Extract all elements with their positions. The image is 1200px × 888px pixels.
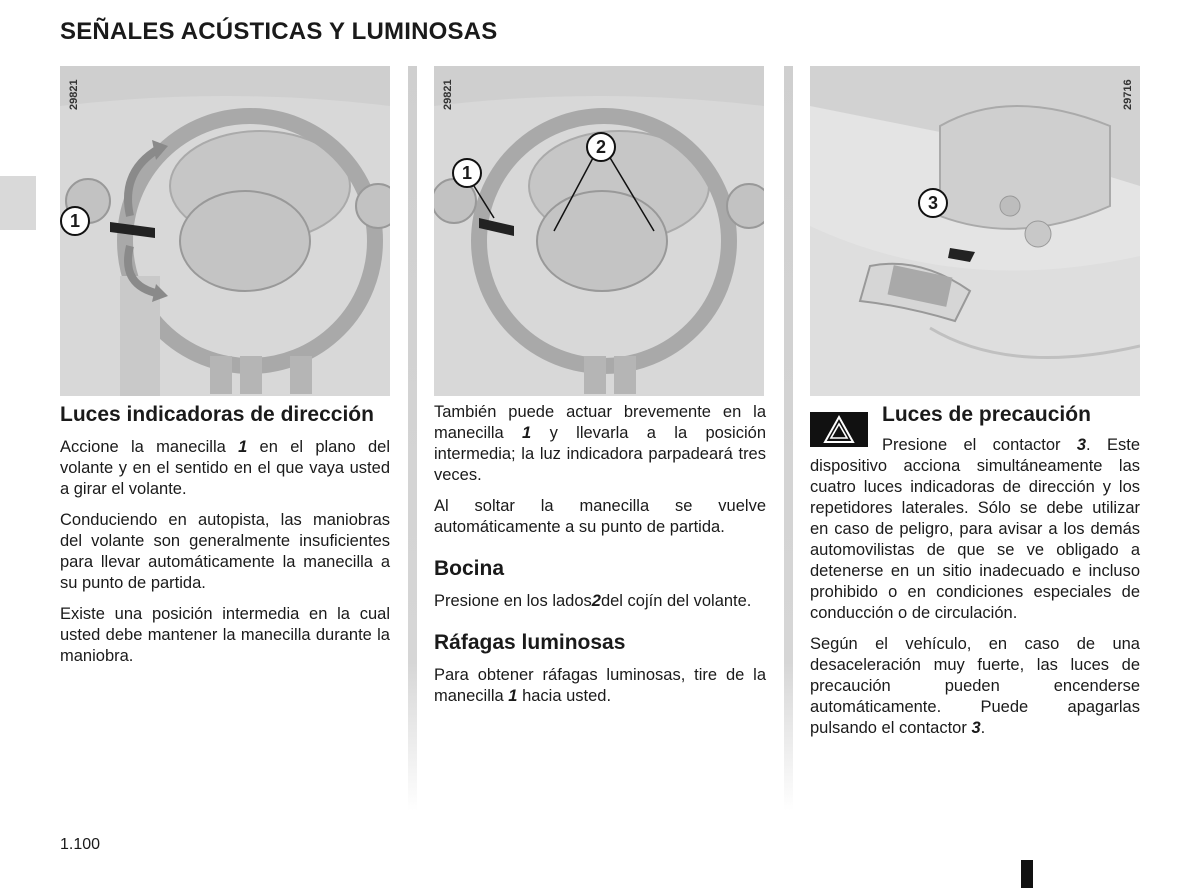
column-divider <box>784 66 793 811</box>
callout-2: 2 <box>586 132 616 162</box>
column-turn-signals <box>60 402 390 677</box>
section-heading: Luces de precaución <box>882 403 1091 426</box>
paragraph: Accione la manecilla 1 en el plano del volante y en el sentido en el que vaya usted a girar el volante. <box>60 438 390 498</box>
section-heading-horn: Bocina <box>434 557 505 580</box>
steering-wheel-illustration <box>434 66 764 396</box>
column-hazard-lights <box>810 402 1140 749</box>
column-divider <box>408 66 417 811</box>
figure-indicator-stalk <box>60 66 390 396</box>
callout-3: 3 <box>918 188 948 218</box>
figure-horn <box>434 66 764 396</box>
figure-reference: 29716 <box>1122 79 1134 110</box>
figure-hazard-switch <box>810 66 1140 396</box>
section-heading-flash: Ráfagas luminosas <box>434 631 626 654</box>
paragraph: Según el vehículo, en caso de una desaceleración muy fuerte, las luces de precaución pueden encenderse automáticamente. Puede apagarlas pulsando el contactor 3. <box>810 635 1140 737</box>
paragraph: Presione en los lados2del cojín del volante. <box>434 592 752 610</box>
paragraph: También puede actuar brevemente en la manecilla 1 y llevarla a la posición intermedia; la luz indicadora parpadeará tres veces. <box>434 403 766 484</box>
steering-wheel-illustration <box>60 66 390 396</box>
column-horn-flash <box>434 402 766 717</box>
paragraph: Existe una posición intermedia en la cual usted debe mantener la manecilla durante la maniobra. <box>60 605 390 665</box>
section-tab <box>0 176 36 230</box>
paragraph: Al soltar la manecilla se vuelve automáticamente a su punto de partida. <box>434 497 766 536</box>
page-number: 1.100 <box>60 836 101 853</box>
callout-1: 1 <box>60 206 90 236</box>
paragraph: Para obtener ráfagas luminosas, tire de la manecilla 1 hacia usted. <box>434 666 766 705</box>
callout-1: 1 <box>452 158 482 188</box>
paragraph: Presione el contactor 3. Este dispositivo acciona simultáneamente las cuatro luces indicadoras de dirección y los repetidores laterales. Sólo se debe utilizar en caso de peligro, para avisar a los demás automovilistas de que se ve obligado a detenerse en un sitio inadecuado e incluso prohibido o en condiciones especiales de conducción o de circulación. <box>810 436 1140 622</box>
figure-reference: 29821 <box>68 79 80 110</box>
page-title: SEÑALES ACÚSTICAS Y LUMINOSAS <box>60 18 498 45</box>
ceiling-console-illustration <box>810 66 1140 396</box>
paragraph: Conduciendo en autopista, las maniobras del volante son generalmente insuficientes para llevar automáticamente la manecilla a su punto de partida. <box>60 511 390 592</box>
section-heading: Luces indicadoras de dirección <box>60 403 374 426</box>
figure-reference: 29821 <box>442 79 454 110</box>
page-marker <box>1021 860 1033 888</box>
